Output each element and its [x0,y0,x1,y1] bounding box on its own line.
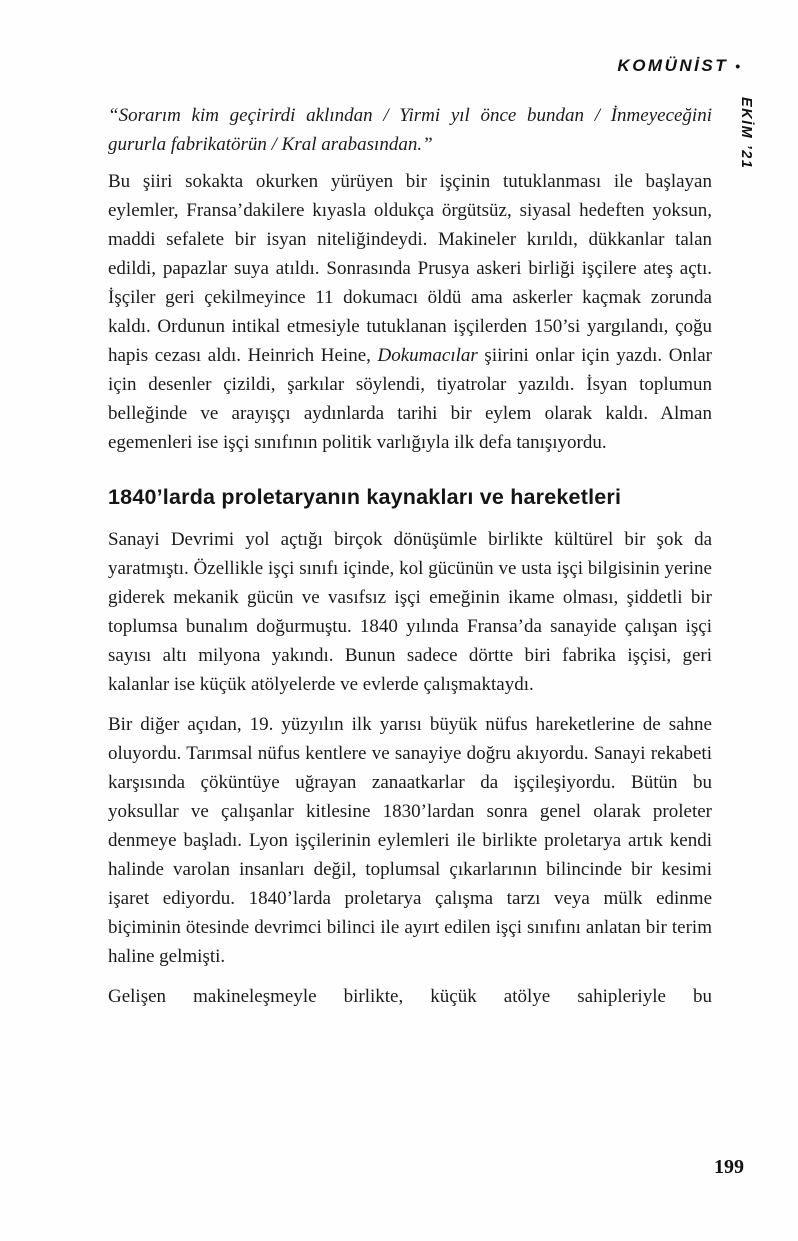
paragraph-2: Sanayi Devrimi yol açtığı birçok dönüşümle birlikte kültürel bir şok da yaratmıştı. Özellikle işçi sınıfı içinde, kol gücünün ve usta işçi bilgisinin yerine giderek mekanik gücün ve vasıfsız işçi emeğinin ikame olması, şiddetli bir toplumsa bunalım doğurmuştu. 1840 yılında Fransa’da sanayide çalışan işçi sayısı altı milyona yakındı. Bunun sadece dörtte biri fabrika işçisi, geri kalanlar ise küçük atölyelerde ve evlerde çalışmaktaydı. [108,528,712,695]
paragraph-1 [108,167,712,457]
paragraph-3: Bir diğer açıdan, 19. yüzyılın ilk yarısı büyük nüfus hareketlerine de sahne oluyordu. Tarımsal nüfus kentlere ve sanayiye doğru akıyordu. Sanayi rekabeti karşısında çöküntüye uğrayan zanaatkarlar da işçileşiyordu. Bütün bu yoksullar ve çalışanlar kitlesine 1830’lardan sonra genel olarak proleter denmeye başladı. Lyon işçilerinin eylemleri ile birlikte proletarya artık kendi halinde varolan insanları değil, toplumsal çıkarlarının bilincinde bir kesimi işaret ediyordu. 1840’larda proletarya çalışma tarzı veya mülk edinme biçiminin ötesinde devrimci bilinci ile ayırt edilen işçi sınıfını anlatan bir terim haline gelmişti. [108,713,712,967]
running-head [617,56,740,76]
paragraph-4: Gelişen makineleşmeyle birlikte, küçük atölye sahipleriyle bu [108,985,712,1007]
book-title-italic: Dokumacılar [377,345,478,366]
journal-title: KOMÜNİST [617,56,729,75]
page-content [108,101,712,1011]
page-number: 199 [714,1156,744,1178]
section-heading: 1840’larda proletaryanın kaynakları ve hareketleri [108,485,622,509]
paragraph-1-text: Bu şiiri sokakta okurken yürüyen bir işçinin tutuklanması ile başlayan eylemler, Fransa’dakilere kıyasla oldukça örgütsüz, siyasal hedeften yoksun, maddi sefalete bir isyan niteliğindeydi. Makineler kırıldı, dükkanlar talan edildi, papazlar suya atıldı. Sonrasında Prusya askeri birliği işçilere ateş açtı. İşçiler geri çekilmeyince 11 dokumacı öldü ama askerler kaçmak zorunda kaldı. Ordunun intikal etmesiyle tutuklanan işçilerden 150’si yargılandı, çoğu hapis cezası aldı. Heinrich Heine, [108,171,712,366]
paragraph-1-text-cont: şiirini onlar için yazdı. Onlar için desenler çizildi, şarkılar söylendi, tiyatrolar yazıldı. İsyan toplumun belleğinde ve arayışçı aydınlarda tarihi bir eylem olarak kaldı. Alman egemenleri ise işçi sınıfının politik varlığıyla ilk defa tanışıyordu. [108,345,712,453]
issue-label: EKİM ’21 [738,97,754,170]
bullet-icon: • [735,58,740,74]
epigraph-quote: “Sorarım kim geçirirdi aklından / Yirmi yıl önce bundan / İnmeyeceğini gururla fabrikatörün / Kral arabasından.” [108,105,712,155]
